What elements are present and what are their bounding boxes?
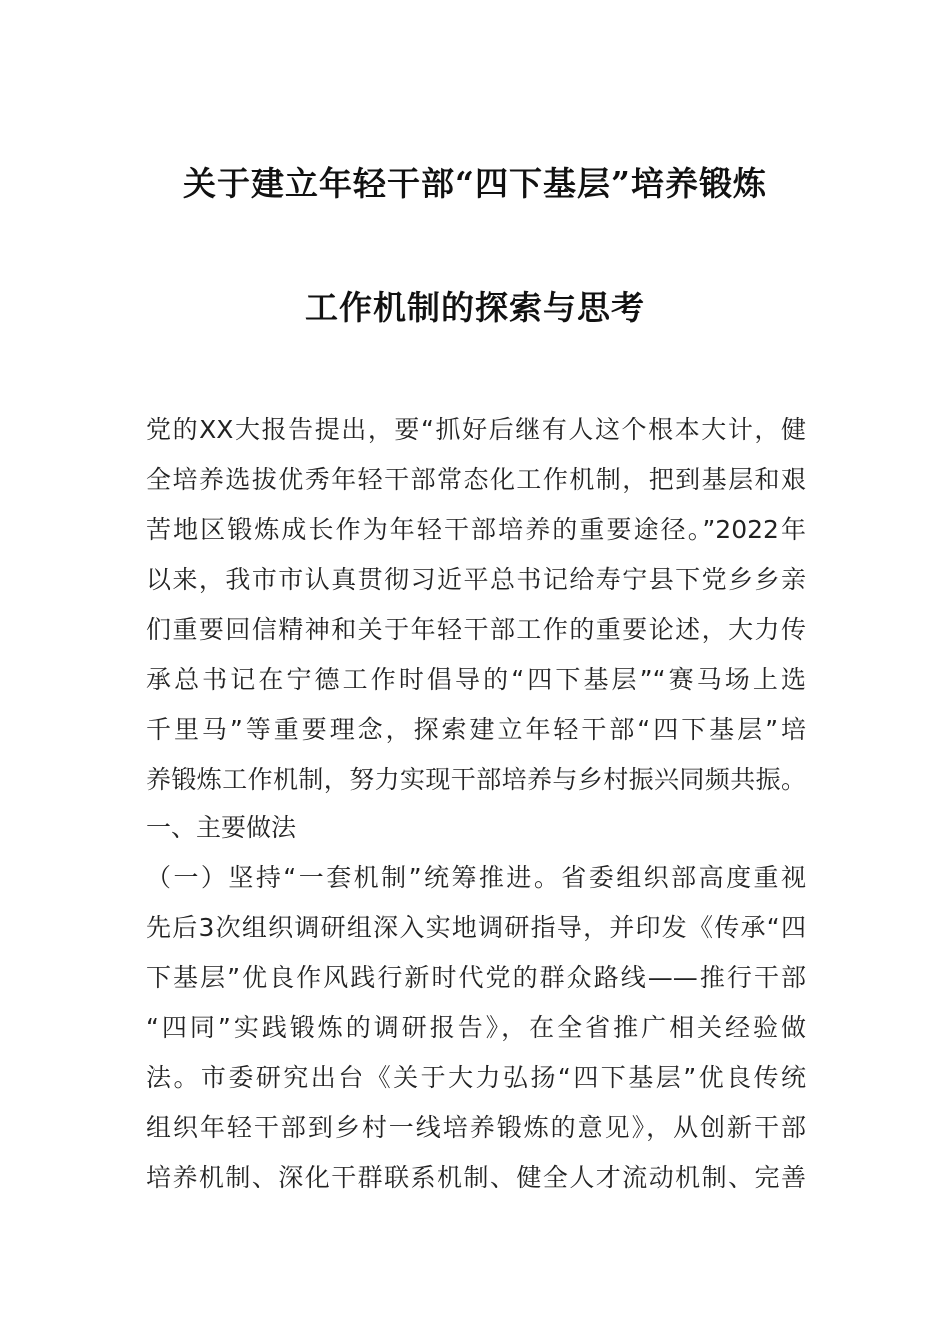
body-line: 全培养选拔优秀年轻干部常态化工作机制，把到基层和艰 [146, 465, 806, 494]
body-line: 承总书记在宁德工作时倡导的“四下基层”“赛马场上选 [146, 665, 806, 694]
body-line: 下基层”优良作风践行新时代党的群众路线——推行干部 [146, 963, 806, 992]
section-heading: 一、主要做法 [146, 813, 297, 842]
body-line: （一）坚持“一套机制”统筹推进。省委组织部高度重视 [146, 863, 806, 892]
body-line: 法。市委研究出台《关于大力弘扬“四下基层”优良传统 [146, 1063, 806, 1092]
title-line-1: 关于建立年轻干部“四下基层”培养锻炼 [183, 164, 767, 203]
body-line: 培养机制、深化干群联系机制、健全人才流动机制、完善 [146, 1163, 806, 1192]
body-line: 组织年轻干部到乡村一线培养锻炼的意见》，从创新干部 [146, 1113, 806, 1142]
body-line: 先后3次组织调研组深入实地调研指导，并印发《传承“四 [146, 913, 806, 942]
body-line: 养锻炼工作机制，努力实现干部培养与乡村振兴同频共振。 [146, 765, 806, 794]
body-line: 们重要回信精神和关于年轻干部工作的重要论述，大力传 [146, 615, 806, 644]
body-line: 千里马”等重要理念，探索建立年轻干部“四下基层”培 [146, 715, 806, 744]
title-line-2: 工作机制的探索与思考 [305, 288, 645, 327]
body-line: “四同”实践锻炼的调研报告》，在全省推广相关经验做 [146, 1013, 806, 1042]
body-line: 苦地区锻炼成长作为年轻干部培养的重要途径。”2022年 [146, 515, 806, 544]
body-line: 党的XX大报告提出，要“抓好后继有人这个根本大计，健 [146, 415, 806, 444]
body-line: 以来，我市市认真贯彻习近平总书记给寿宁县下党乡乡亲 [146, 565, 806, 594]
